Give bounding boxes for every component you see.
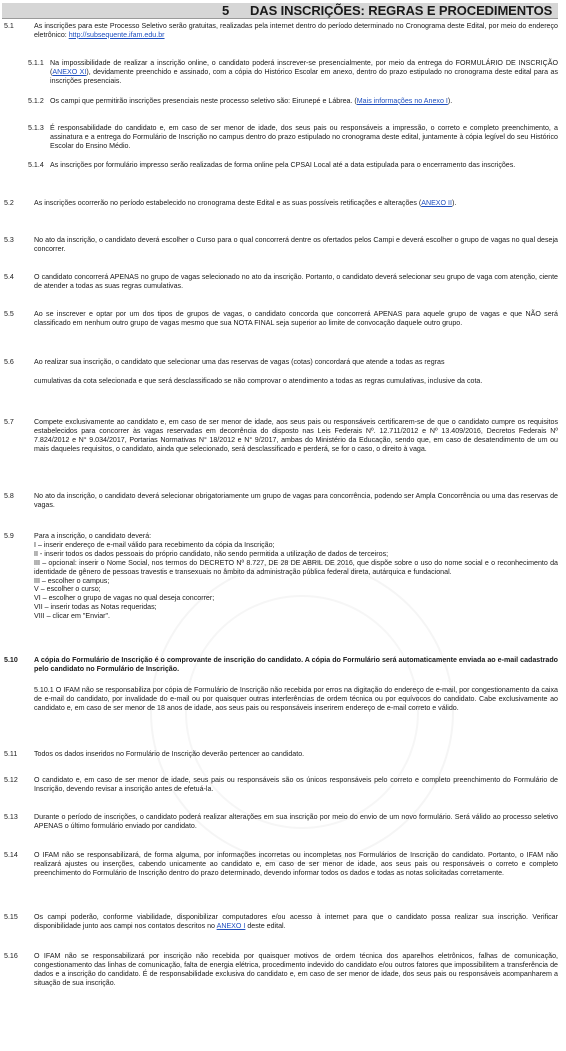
paragraph-text (34, 532, 558, 621)
paragraph-number: 5.15 (4, 913, 18, 921)
paragraph-number: 5.1.4 (28, 161, 44, 169)
list-intro: Para a inscrição, o candidato deverá: (34, 532, 152, 540)
paragraph-text: O candidato concorrerá APENAS no grupo de vagas selecionado no ato da inscrição. Portanto, o candidato deverá selecionar seu grupo de vaga com atenção, ciente de atender a todas as suas regras cumulativas. (34, 273, 558, 290)
paragraph-number: 5.8 (4, 492, 14, 500)
paragraph-text: Ao realizar sua inscrição, o candidato que selecionar uma das reservas de vagas (cotas) concordará que atende a todas as regras cumulativas da cota selecionada e que será desclassificado se não comprovar o atendimento a todas as regras cumulativas, inclusive da cota. (34, 358, 483, 385)
subsequente-link[interactable]: http://subsequente.ifam.edu.br (68, 30, 165, 39)
list-item: V – escolher o curso; (34, 585, 101, 594)
anexo-xi-link[interactable]: ANEXO XI (52, 67, 87, 76)
paragraph-number: 5.7 (4, 418, 14, 426)
paragraph-text: O candidato e, em caso de ser menor de idade, seus pais ou responsáveis são os únicos responsáveis pelo correto e completo preenchimento do Formulário de Inscrição, devendo revisar a inscrição antes de efetuá-la. (34, 776, 558, 793)
paragraph-text: No ato da inscrição, o candidato deverá escolher o Curso para o qual concorrerá dentre os ofertados pelos Campi e deverá escolher o grupo de vagas no qual deseja concorrer. (34, 236, 558, 253)
paragraph-number: 5.11 (4, 750, 18, 758)
paragraph-number: 5.1.1 (28, 59, 44, 67)
paragraph-number: 5.9 (4, 532, 14, 540)
list-item: VII – inserir todas as Notas requeridas; (34, 603, 157, 612)
paragraph-text: 5.10.1 O IFAM não se responsabiliza por cópia de Formulário de Inscrição não recebida por erros na digitação do endereço de e-mail, por congestionamento da caixa de e-mail do candidato, por invalidade do e-mail ou por quaisquer outras interferências de ordem técnica ou por equívocos do candidato. Cabe exclusivamente ao candidato e, em caso de ser menor de 18 anos de idade, aos seus pais ou responsáveis inserirem endereço de e-mail correto e válido. (34, 686, 558, 712)
paragraph-text: O IFAM não se responsabilizará por inscrição não recebida por quaisquer motivos de ordem técnica dos aparelhos eletrônicos, falhas de comunicação, congestionamento das linhas de comunicação, falta de energia elétrica, procedimento indevido do candidato e/ou outros fatores que impossibilitem a transferência de dados e a inscrição do candidato. É de responsabilidade exclusiva do candidato e, em caso de ser menor de idade, dos seus pais ou responsáveis acompanharem a situação de sua inscrição. (34, 952, 558, 987)
paragraph-number: 5.5 (4, 310, 14, 318)
paragraph-text: As inscrições por formulário impresso serão realizadas de forma online pela CPSAI Local até a data estipulada para o encerramento das inscrições. (50, 161, 516, 169)
paragraph-text: No ato da inscrição, o candidato deverá selecionar obrigatoriamente um grupo de vagas para concorrência, podendo ser Ampla Concorrência ou uma das reservas de vagas. (34, 492, 558, 509)
paragraph-number: 5.1.3 (28, 124, 44, 132)
paragraph-number: 5.16 (4, 952, 18, 960)
paragraph-text: O IFAM não se responsabilizará, de forma alguma, por informações incorretas ou incompletas nos Formulários de Inscrição do candidato. Portanto, o IFAM não realizará ajustes ou inserções, cabendo unicamente ao candidato e, em caso de ser menor de idade, aos seus pais ou responsáveis o correto e completo preenchimento do Formulário de Inscrição dentro do prazo determinado, devendo informar todos os dados e todas as notas solicitadas corretamente. (34, 851, 558, 877)
paragraph-text: As inscrições para este Processo Seletivo serão gratuitas, realizadas pela internet dentro do período determinado no Cronograma deste Edital, por meio do endereço eletrônico: http://subsequente.ifam.edu.br (34, 22, 558, 39)
paragraph-text: Os campi poderão, conforme viabilidade, disponibilizar computadores e/ou acesso à internet para que o candidato possa realizar sua inscrição. Verificar disponibilidade junto aos campi nos contatos descritos no ANEXO I deste edital. (34, 913, 558, 930)
anexo-ii-link[interactable]: ANEXO II (421, 199, 452, 207)
paragraph-number: 5.6 (4, 358, 14, 366)
paragraph-number: 5.4 (4, 273, 14, 281)
paragraph-text: As inscrições ocorrerão no período estabelecido no cronograma deste Edital e as suas possíveis retificações e alterações (ANEXO II). (34, 199, 457, 207)
paragraph-text: Na impossibilidade de realizar a inscrição online, o candidato poderá inscrever-se presencialmente, por meio da entrega do FORMULÁRIO DE INSCRIÇÃO (ANEXO XI), devidamente preenchido e assinado, com a cópia do Histórico Escolar em anexo, dentro do prazo estipulado no cronograma deste edital para as inscrições presenciais. (50, 59, 559, 85)
paragraph-text: Durante o período de inscrições, o candidato poderá realizar alterações em sua inscrição por meio do envio de um novo formulário. Será válido ao processo seletivo APENAS o último formulário enviado por candidato. (34, 813, 558, 830)
section-header (2, 3, 558, 19)
paragraph-number: 5.2 (4, 199, 14, 207)
list-item: VI – escolher o grupo de vagas no qual deseja concorrer; (34, 594, 215, 603)
paragraph-text: Compete exclusivamente ao candidato e, em caso de ser menor de idade, aos seus pais ou responsáveis certificarem-se de que o candidato cumpre os requisitos estabelecidos para concorrer às vagas reservadas em decorrência do disposto nas Leis Federais Nº. 12.711/2012 e Nº 13.409/2016, Decretos Federais Nº 7.824/2012 e N° 9.034/2017, Portarias Normativas N° 18/2012 e N° 9/2017, ambas do Ministério da Educação, sendo que, em caso de desatendimento de um ou mais daqueles requisitos, o candidato, ainda que selecionado, será desclassificado e perderá, se for o caso, o direito à vaga. (34, 418, 558, 453)
paragraph-text: Os campi que permitirão inscrições presenciais neste processo seletivo são: Eirunepé e Lábrea. (Mais informações no Anexo I). (50, 97, 453, 105)
paragraph-number: 5.10 (4, 656, 18, 664)
list-item: III – opcional: inserir o Nome Social, nos termos do DECRETO Nº 8.727, DE 28 DE ABRIL DE 2016, que dispõe sobre o uso do nome social e o reconhecimento da identidade de gênero de pessoas travestis e transexuais no âmbito da administração pública federal direta, autárquica e fundacional. (34, 558, 558, 576)
anexo-i-info-link[interactable]: Mais informações no Anexo I (356, 97, 448, 105)
paragraph-text: É responsabilidade do candidato e, em caso de ser menor de idade, dos seus pais ou responsáveis a impressão, o correto e completo preenchimento, a assinatura e a entrega do Formulário de Inscrição no campus dentro do prazo estipulado no cronograma deste edital, juntamente à cópia legível do seu Histórico Escolar do Ensino Médio. (50, 124, 558, 150)
list-item: III – escolher o campus; (34, 576, 110, 585)
section-number: 5 (222, 3, 230, 18)
paragraph-text: A cópia do Formulário de Inscrição é o comprovante de inscrição do candidato. A cópia do Formulário será automaticamente enviada ao e-mail cadastrado pelo candidato no Formulário de Inscrição. (34, 656, 558, 673)
list-item: I – inserir endereço de e-mail válido para recebimento da cópia da Inscrição; (34, 540, 275, 549)
section-title: DAS INSCRIÇÕES: REGRAS E PROCEDIMENTOS (250, 3, 553, 18)
paragraph-text: Ao se inscrever e optar por um dos tipos de grupos de vagas, o candidato concorda que concorrerá APENAS para aquele grupo de vagas e que NÃO será classificado em nenhum outro grupo de vagas mesmo que sua NOTA FINAL seja superior ao limite de convocação daquele outro grupo. (34, 310, 558, 327)
paragraph-number: 5.1.2 (28, 97, 44, 105)
anexo-i-link[interactable]: ANEXO I (216, 921, 246, 930)
list-item: II - inserir todos os dados pessoais do próprio candidato, não sendo permitida a utilização de dados de terceiros; (34, 549, 389, 558)
paragraph-number: 5.14 (4, 851, 18, 859)
paragraph-text: Todos os dados inseridos no Formulário de Inscrição deverão pertencer ao candidato. (34, 750, 305, 758)
paragraph-number: 5.3 (4, 236, 14, 244)
paragraph-number: 5.1 (4, 22, 14, 30)
paragraph-number: 5.13 (4, 813, 18, 821)
paragraph-number: 5.12 (4, 776, 18, 784)
list-item: VIII – clicar em "Enviar". (34, 612, 110, 621)
